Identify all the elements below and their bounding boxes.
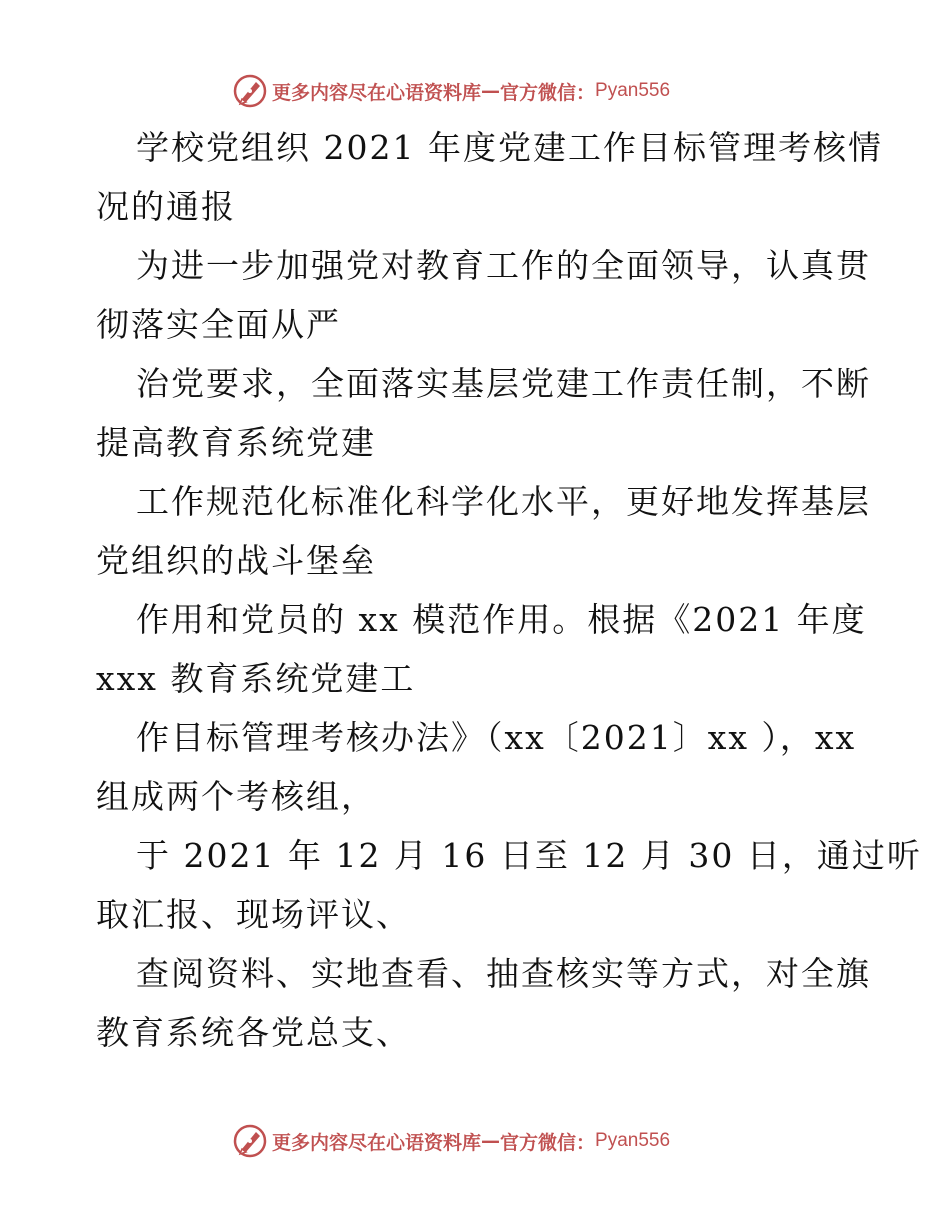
watermark-separator: — bbox=[481, 1130, 501, 1152]
paragraph-line: 提高教育系统党建 bbox=[96, 423, 376, 462]
paragraph-line: 作用和党员的 xx 模范作用。根据《2021 年度 bbox=[136, 600, 867, 639]
watermark-separator: — bbox=[481, 80, 501, 102]
paragraph-line: 工作规范化标准化科学化水平，更好地发挥基层 bbox=[136, 482, 871, 521]
paragraph-line: 党组织的战斗堡垒 bbox=[96, 541, 376, 580]
watermark-contact-id: Pyan556 bbox=[595, 1130, 671, 1151]
paragraph-line: 查阅资料、实地查看、抽查核实等方式，对全旗 bbox=[136, 954, 871, 993]
watermark-contact-label: 官方微信： bbox=[500, 1131, 596, 1154]
watermark-contact-label: 官方微信： bbox=[500, 81, 596, 104]
paragraph-line: 为进一步加强党对教育工作的全面领导，认真贯 bbox=[136, 246, 871, 285]
paragraph-line: 于 2021 年 12 月 16 日至 12 月 30 日，通过听 bbox=[136, 836, 922, 875]
paragraph-line: 治党要求，全面落实基层党建工作责任制，不断 bbox=[136, 364, 871, 403]
paragraph-line: 取汇报、现场评议、 bbox=[96, 895, 411, 934]
paragraph-line: xxx 教育系统党建工 bbox=[96, 659, 416, 698]
paragraph-line: 组成两个考核组， bbox=[96, 777, 376, 816]
watermark-banner-top bbox=[232, 71, 670, 111]
paragraph-line: 教育系统各党总支、 bbox=[96, 1013, 411, 1052]
document-body bbox=[96, 118, 922, 1062]
pen-logo-icon bbox=[232, 73, 268, 109]
watermark-banner-bottom bbox=[232, 1121, 670, 1161]
document-title-line-2: 况的通报 bbox=[96, 187, 236, 226]
pen-logo-icon bbox=[232, 1123, 268, 1159]
watermark-contact-id: Pyan556 bbox=[595, 80, 671, 101]
paragraph-line: 彻落实全面从严 bbox=[96, 305, 341, 344]
paragraph-line: 作目标管理考核办法》（xx〔2021〕xx ），xx bbox=[136, 718, 857, 757]
watermark-site-text: 更多内容尽在心语资料库 bbox=[272, 1131, 482, 1154]
document-title-line-1: 学校党组织 2021 年度党建工作目标管理考核情 bbox=[136, 128, 883, 167]
watermark-site-text: 更多内容尽在心语资料库 bbox=[272, 81, 482, 104]
